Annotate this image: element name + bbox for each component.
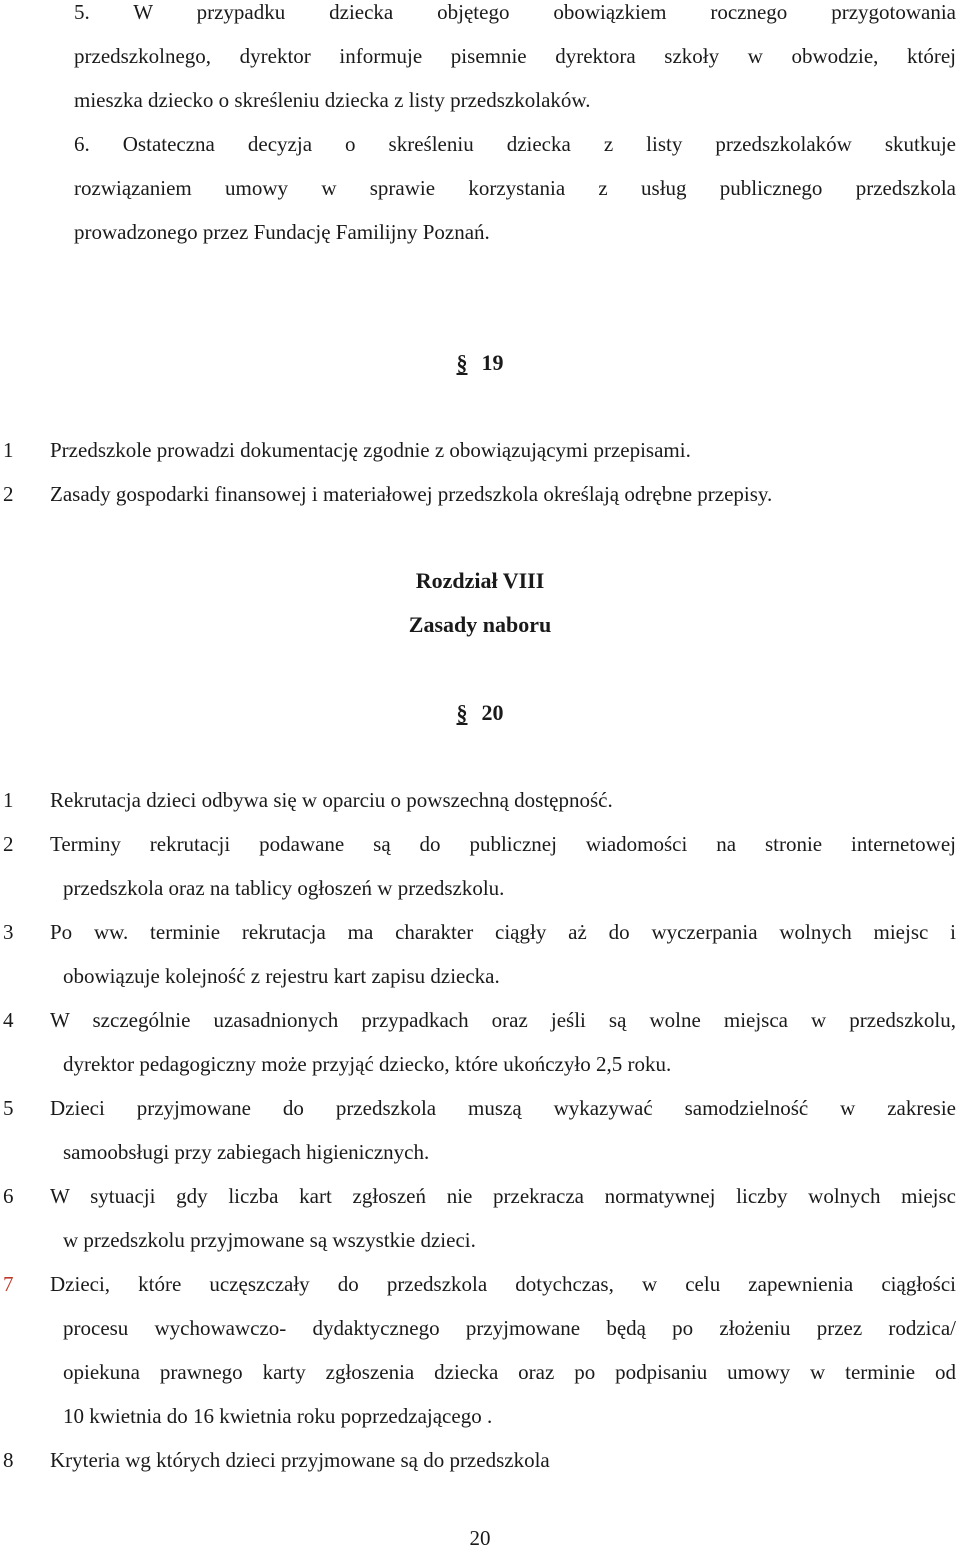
chapter-title: Rozdział VIII <box>415 568 545 593</box>
s20-item-1-number: 1 <box>3 788 14 812</box>
section-number: 19 <box>481 350 504 375</box>
s20-item-1-line-1: Rekrutacja dzieci odbywa się w oparciu o powszechną dostępność. <box>50 788 613 812</box>
s20-item-5-line-2: samoobsługi przy zabiegach higienicznych. <box>63 1140 430 1164</box>
s19-item-2-number: 2 <box>3 482 14 506</box>
s20-item-7-line-1: Dzieci, które uczęszczały do przedszkola dotychczas, w celu zapewnienia ciągłości <box>50 1272 956 1296</box>
page-number: 20 <box>469 1526 491 1550</box>
s20-item-3-line-2: obowiązuje kolejność z rejestru kart zapisu dziecka. <box>63 964 500 988</box>
s19-item-2-text: Zasady gospodarki finansowej i materiałowej przedszkola określają odrębne przepisy. <box>50 482 773 506</box>
s19-item-1-number: 1 <box>3 438 14 462</box>
section-19-heading <box>0 350 960 376</box>
item-5-line-1: 5. W przypadku dziecka objętego obowiązkiem rocznego przygotowania <box>74 0 956 24</box>
s20-item-4-line-2: dyrektor pedagogiczny może przyjąć dziecko, które ukończyło 2,5 roku. <box>63 1052 672 1076</box>
s20-item-6-line-1: W sytuacji gdy liczba kart zgłoszeń nie przekracza normatywnej liczby wolnych miejsc <box>50 1184 956 1208</box>
s20-item-8-number: 8 <box>3 1448 14 1472</box>
s20-item-4-number: 4 <box>3 1008 14 1032</box>
section-symbol: § <box>456 700 468 725</box>
s20-item-6-line-2: w przedszkolu przyjmowane są wszystkie dzieci. <box>63 1228 476 1252</box>
s20-item-7-line-4: 10 kwietnia do 16 kwietnia roku poprzedzającego . <box>63 1404 493 1428</box>
s20-item-2-line-1: Terminy rekrutacji podawane są do publicznej wiadomości na stronie internetowej <box>50 832 956 856</box>
section-number: 20 <box>481 700 504 725</box>
s20-item-5-number: 5 <box>3 1096 14 1120</box>
s20-item-3-line-1: Po ww. terminie rekrutacja ma charakter ciągły aż do wyczerpania wolnych miejsc i <box>50 920 956 944</box>
s20-item-7-number: 7 <box>3 1272 14 1296</box>
s20-item-8-line-1: Kryteria wg których dzieci przyjmowane są do przedszkola <box>50 1448 550 1472</box>
item-5-line-3: mieszka dziecko o skreśleniu dziecka z listy przedszkolaków. <box>74 88 591 112</box>
s20-item-7-line-2: procesu wychowawczo- dydaktycznego przyjmowane będą po złożeniu przez rodzica/ <box>63 1316 956 1340</box>
s20-item-6-number: 6 <box>3 1184 14 1208</box>
item-5-line-2: przedszkolnego, dyrektor informuje pisemnie dyrektora szkoły w obwodzie, której <box>74 44 956 68</box>
s20-item-2-line-2: przedszkola oraz na tablicy ogłoszeń w przedszkolu. <box>63 876 505 900</box>
s20-item-5-line-1: Dzieci przyjmowane do przedszkola muszą wykazywać samodzielność w zakresie <box>50 1096 956 1120</box>
s20-item-3-number: 3 <box>3 920 14 944</box>
section-20-heading <box>0 700 960 726</box>
item-6-line-3: prowadzonego przez Fundację Familijny Poznań. <box>74 220 490 244</box>
item-6-line-2: rozwiązaniem umowy w sprawie korzystania z usług publicznego przedszkola <box>74 176 956 200</box>
chapter-subtitle: Zasady naboru <box>408 612 552 637</box>
s20-item-2-number: 2 <box>3 832 14 856</box>
s20-item-4-line-1: W szczególnie uzasadnionych przypadkach oraz jeśli są wolne miejsca w przedszkolu, <box>50 1008 956 1032</box>
s19-item-1-text: Przedszkole prowadzi dokumentację zgodnie z obowiązującymi przepisami. <box>50 438 691 462</box>
section-symbol: § <box>456 350 468 375</box>
item-6-line-1: 6. Ostateczna decyzja o skreśleniu dziecka z listy przedszkolaków skutkuje <box>74 132 956 156</box>
s20-item-7-line-3: opiekuna prawnego karty zgłoszenia dziecka oraz po podpisaniu umowy w terminie od <box>63 1360 956 1384</box>
